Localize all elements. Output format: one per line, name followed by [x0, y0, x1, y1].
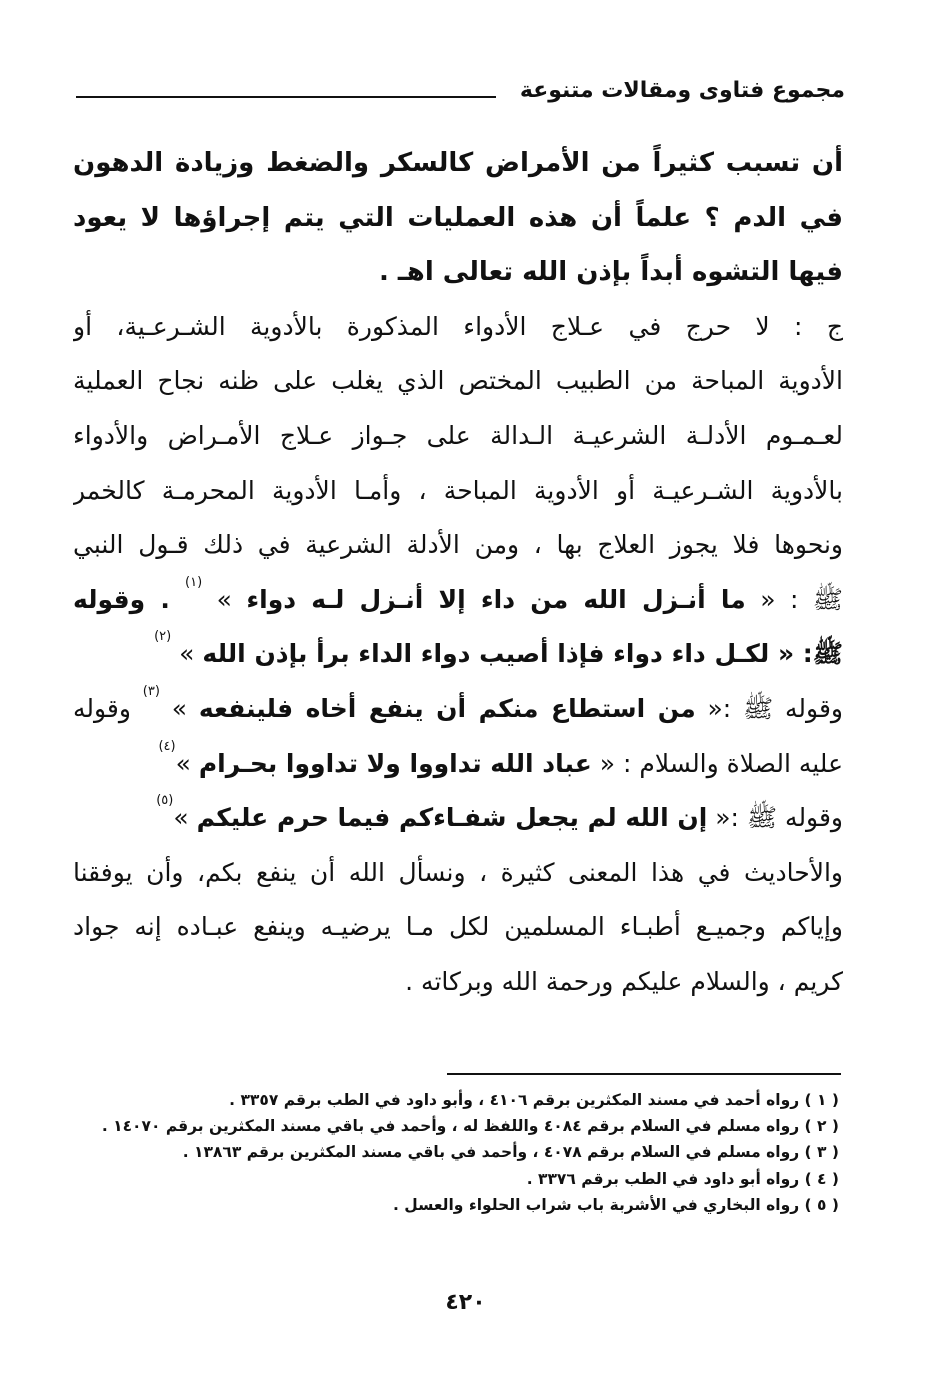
- hadith-line-5: [73, 791, 843, 846]
- footnote-ref-2: (٢): [154, 629, 172, 645]
- footnote-3: ( ٣ ) رواه مسلم في السلام برقم ٤٠٧٨ ، وأحمد في باقي مسند المكثرين برقم ١٣٨٦٣ .: [182, 1143, 839, 1162]
- hadith-1-prefix: ﷺ : «: [745, 584, 843, 614]
- footnote-ref-4: (٤): [158, 738, 176, 754]
- running-head: مجموع فتاوى ومقالات متنوعة: [519, 78, 845, 103]
- hadith-line-1: [73, 573, 843, 628]
- question-line-3: فيها التشوه أبداً بإذن الله تعالى اهـ .: [378, 257, 843, 288]
- footnote-1: ( ١ ) رواه أحمد في مسند المكثرين برقم ٤١٠٦ ، وأبو داود في الطب برقم ٣٣٥٧ .: [229, 1091, 839, 1109]
- closing-line-2: وإياكم وجميـع أطبـاء المسلمين لكل مـا يرضيـه وينفع عبـاده إنه جواد: [73, 912, 843, 942]
- hadith-5-suffix: »: [173, 803, 197, 833]
- header-rule: [76, 96, 496, 98]
- hadith-2-prefix: ﷺ: «: [769, 639, 843, 669]
- hadith-4-prefix: عليه الصلاة والسلام : «: [591, 748, 843, 778]
- hadith-3-suffix: »: [159, 693, 199, 723]
- hadith-line-2: [73, 627, 843, 682]
- page-number: ٤٢٠: [445, 1290, 486, 1315]
- closing-line-1: والأحاديث في هذا المعنى كثيرة ، ونسأل الله أن ينفع بكم، وأن يوفقنا: [73, 857, 843, 887]
- hadith-2-suffix: »: [171, 639, 203, 669]
- question-line-1: أن تسبب كثيراً من الأمراض كالسكر والضغط وزيادة الدهون: [73, 148, 843, 178]
- answer-line-1: ج : لا حرج في عـلاج الأدواء المذكورة بالأدوية الشـرعـية، أو: [73, 311, 843, 341]
- hadith-1-after: . وقوله: [73, 584, 186, 614]
- footnote-ref-3: (٣): [142, 683, 160, 699]
- main-text: [73, 136, 843, 1010]
- hadith-3-quote: من استطاع منكم أن ينفع أخاه فلينفعه: [198, 693, 696, 723]
- hadith-1-suffix: »: [202, 584, 247, 614]
- question-line-2: في الدم ؟ علماً أن هذه العمليات التي يتم إجراؤها لا يعود: [73, 202, 843, 233]
- footnote-ref-1: (١): [185, 574, 203, 590]
- hadith-3-prefix: وقوله ﷺ :«: [695, 693, 843, 723]
- hadith-5-prefix: وقوله ﷺ :«: [707, 803, 843, 833]
- footnote-2: ( ٢ ) رواه مسلم في السلام برقم ٤٠٨٤ واللفظ له ، وأحمد في باقي مسند المكثرين برقم ١٤٠٧٠ .: [101, 1117, 839, 1136]
- answer-line-2: الأدوية المباحة من الطبيب المختص الذي يغلب على ظنه نجاح العملية: [73, 366, 843, 396]
- answer-line-5: ونحوها فلا يجوز العلاج بها ، ومن الأدلة الشرعية في ذلك قـول النبي: [73, 530, 843, 560]
- footnote-rule: [447, 1073, 841, 1075]
- hadith-line-4: [73, 737, 843, 792]
- footnote-4: ( ٤ ) رواه أبو داود في الطب برقم ٣٣٧٦ .: [526, 1169, 839, 1188]
- hadith-5-quote: إن الله لم يجعل شفـاءكم فيما حرم عليكم: [196, 803, 708, 833]
- answer-line-3: لعـمـوم الأدلـة الشرعيـة الـدالة على جـواز عـلاج الأمـراض والأدواء: [73, 420, 843, 450]
- hadith-line-3: [73, 682, 843, 737]
- footnote-5: ( ٥ ) رواه البخاري في الأشربة باب شراب الحلواء والعسل .: [393, 1195, 839, 1214]
- answer-line-4: بالأدوية الشـرعيـة أو الأدوية المباحة ، وأمـا الأدوية المحرمـة كالخمر: [73, 475, 843, 505]
- hadith-2-quote: لكـل داء دواء فإذا أصيب دواء الداء برأ بإذن الله: [202, 639, 770, 669]
- footnotes: [59, 1087, 839, 1218]
- hadith-4-quote: عباد الله تداووا ولا تداووا بحـرام: [198, 748, 592, 778]
- hadith-4-suffix: »: [175, 748, 199, 778]
- hadith-1-quote: ما أنـزل الله من داء إلا أنـزل لـه دواء: [246, 584, 746, 614]
- hadith-3-after: وقوله: [73, 693, 143, 723]
- footnote-ref-5: (٥): [156, 793, 174, 809]
- closing-line-3: كريم ، والسلام عليكم ورحمة الله وبركاته .: [405, 966, 843, 996]
